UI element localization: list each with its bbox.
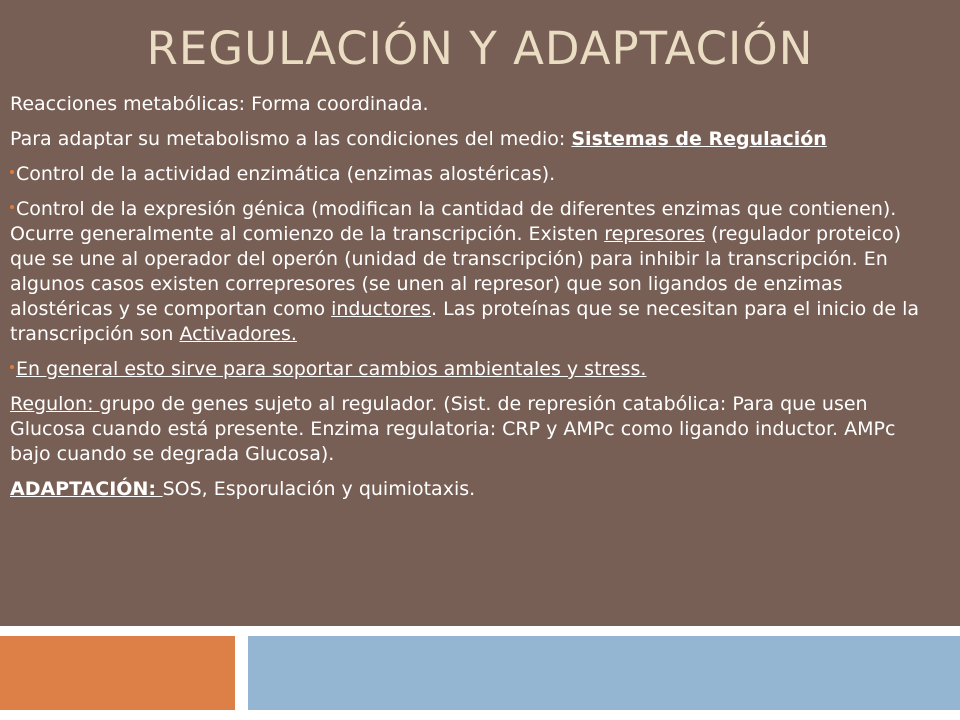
represores-text: represores [604,223,705,245]
bullet-text: Control de la expresión génica (modifican la cantidad de diferentes enzimas que contienen). Ocurre generalmente al comienzo de la transcripción. Existen [10,198,897,245]
paragraph-text: grupo de genes sujeto al regulador. (Sist. de represión catabólica: Para que usen Glucosa cuando está presente. Enzima regulatoria: CRP y AMPc como ligando inductor. AMPc bajo cuando se degrada Glucosa). [10,393,896,465]
paragraph-reacciones [10,92,940,117]
footer-orange-block [0,636,235,710]
adaptacion-label: ADAPTACIÓN: [10,478,163,500]
paragraph-adaptar [10,127,940,152]
bullet-icon [10,170,14,174]
regulon-label: Regulon: [10,393,100,415]
slide-body [10,92,940,512]
bullet-text: Control de la actividad enzimática (enzimas alostéricas). [16,163,556,185]
activadores-text: Activadores. [179,323,297,345]
bullet-control-actividad [10,162,940,187]
bullet-text: En general esto sirve para soportar cambios ambientales y stress. [16,358,647,380]
paragraph-adaptacion [10,477,940,502]
bullet-control-expresion [10,197,940,347]
footer-blue-block [248,636,960,710]
inductores-text: inductores [331,298,432,320]
paragraph-text: Reacciones metabólicas: Forma coordinada. [10,93,429,115]
slide-title: REGULACIÓN Y ADAPTACIÓN [146,22,814,75]
bullet-icon [10,365,14,369]
sistemas-regulacion-text: Sistemas de Regulación [571,128,827,150]
bullet-en-general [10,357,940,382]
bullet-text: (regulador proteico) que se une al operador del operón (unidad de transcripción) para inhibir la transcripción. En algunos casos existen correpresores (se unen al represor) que son ligandos de enzimas alostéricas y se comportan como [10,223,901,320]
bullet-text: . Las proteínas que se necesitan para el inicio de la transcripción son [10,298,919,345]
bullet-icon [10,205,14,209]
paragraph-text: Para adaptar su metabolismo a las condiciones del medio: [10,128,572,150]
paragraph-regulon [10,392,940,467]
paragraph-text: SOS, Esporulación y quimiotaxis. [162,478,476,500]
